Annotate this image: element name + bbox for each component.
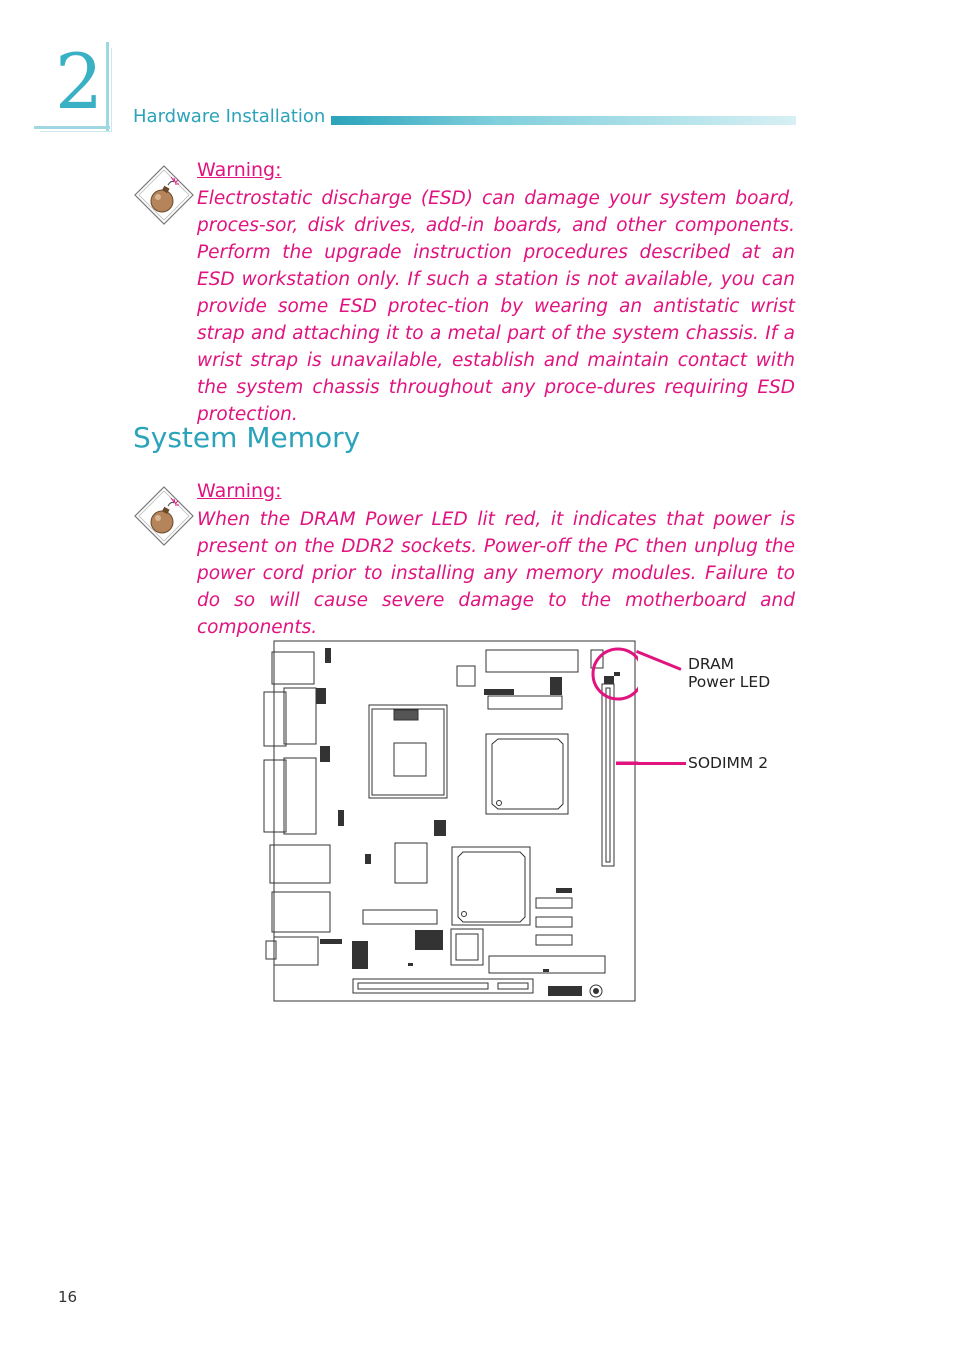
sata-port [536,935,572,945]
io-port-vga [284,688,316,744]
motherboard-diagram [258,636,638,1008]
sodimm-slot [602,684,614,866]
callout-sodimm: SODIMM 2 [688,754,769,772]
warning-title: Warning: [197,480,282,502]
warning-title: Warning: [197,159,282,181]
southbridge-chip [452,847,530,925]
atx-power-connector [486,650,578,672]
page-number: 16 [58,1288,78,1306]
bomb-icon [133,485,195,547]
header-gradient-bar [331,116,796,125]
pin-header [363,910,437,924]
io-port-lan [270,845,330,883]
pci-slot [353,979,533,993]
fan-connector [457,666,475,686]
callout-dram-led-line2: Power LED [688,673,771,691]
sodimm-callout-line [616,762,686,765]
chapter-frame-horizontal-thin [40,131,112,132]
io-port-serial-shell [264,760,286,832]
io-port-ps2 [272,652,314,684]
northbridge-chip [486,734,568,814]
bomb-icon [133,164,195,226]
board-outline [274,641,635,1001]
warning-text: When the DRAM Power LED lit red, it indicates that power is present on the DDR2 sockets. Power-off the PC then unplug the power cord prior to installing any memory modules. Failure to do so will cause severe damage to the motherboard and components. [197,509,795,638]
callout-dram-led-line1: DRAM [688,655,735,673]
io-port-serial [284,758,316,834]
io-port-vga-shell [264,692,286,746]
warning-text: Electrostatic discharge (ESD) can damage your system board, proces-sor, disk drives, add-in boards, and other components. Perform the upgrade instruction procedures described at an ESD workstation only. If such a station is not available, you can provide some ESD protec-tion by wearing an antistatic wrist strap and attaching it to a metal part of the system chassis. If a wrist strap is unavailable, establish and maintain contact with the system chassis throughout any proce-dures requiring ESD protection. [197,188,795,425]
section-header: Hardware Installation [133,106,326,127]
chapter-number: 2 [54,37,104,126]
cpu-die [394,743,426,776]
ide-connector [488,696,562,709]
io-port-audio [274,937,318,965]
super-io-chip [395,843,427,883]
sata-port [536,898,572,908]
dram-led-callout-line [636,650,682,671]
section-title: System Memory [133,421,361,454]
io-port-usb [272,892,330,932]
sata-port [536,917,572,927]
